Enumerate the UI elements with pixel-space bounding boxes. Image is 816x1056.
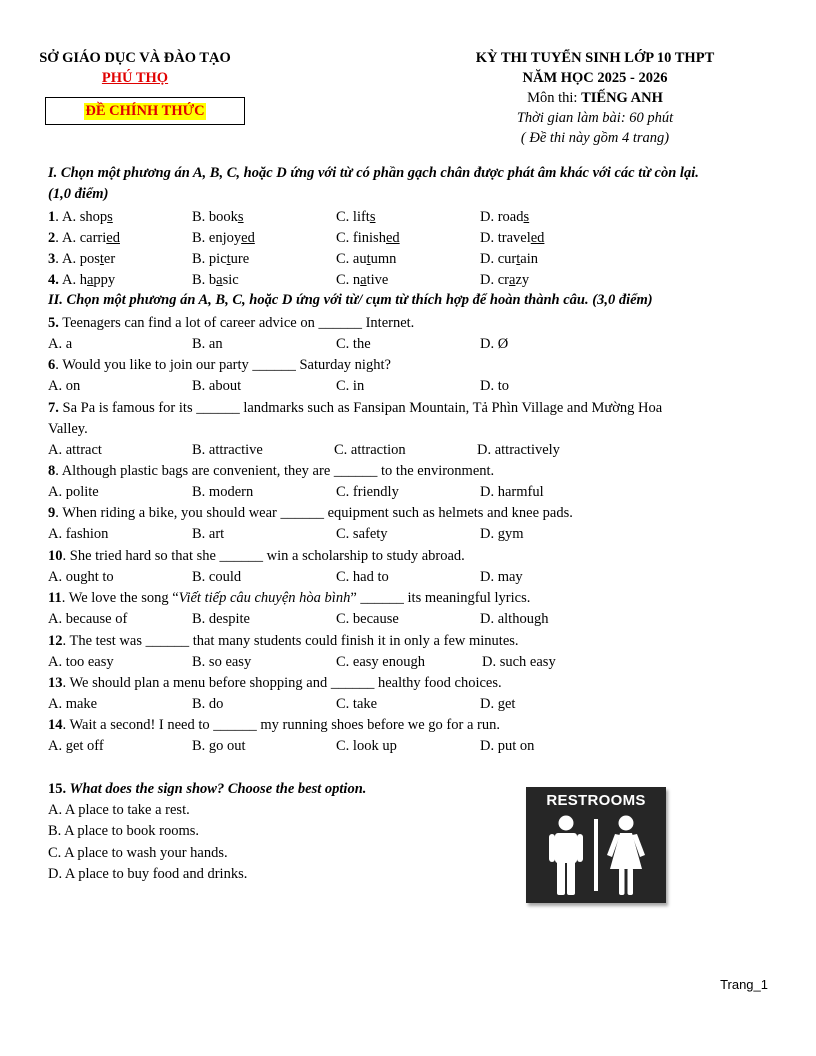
question-5-stem: 5. Teenagers can find a lot of career advice on ______ Internet.: [48, 315, 415, 331]
page-footer: Trang_1: [720, 977, 768, 992]
option-d: D. crazy: [480, 272, 530, 288]
option-c: C. friendly: [336, 484, 399, 500]
department-name: SỞ GIÁO DỤC VÀ ĐÀO TẠO: [39, 50, 231, 66]
restroom-icons: [526, 813, 666, 903]
province-name: PHÚ THỌ: [101, 70, 169, 86]
option-a: A. on: [48, 378, 81, 394]
option-d: D. roads: [480, 209, 530, 225]
question-7-stem-continued: Valley.: [48, 421, 88, 437]
option-a: A. because of: [48, 611, 128, 627]
section-1-title: I. Chọn một phương án A, B, C, hoặc D ứng với từ có phần gạch chân được phát âm khác với các từ còn lại.: [48, 165, 699, 181]
question-10-stem: 10. She tried hard so that she ______ win a scholarship to study abroad.: [48, 548, 465, 564]
option-b: B. attractive: [192, 442, 263, 458]
exam-title: KỲ THI TUYỂN SINH LỚP 10 THPT: [475, 50, 715, 66]
header-left: [30, 48, 240, 88]
song-title: Viết tiếp câu chuyện hòa bình: [178, 590, 351, 606]
option-d: D. Ø: [480, 336, 509, 352]
option-d: D. put on: [480, 738, 535, 754]
option-a: A. a: [48, 336, 73, 352]
option-c: C. had to: [336, 569, 389, 585]
section-2-title: II. Chọn một phương án A, B, C, hoặc D ứng với từ/ cụm từ thích hợp để hoàn thành câu. (3,0 điểm): [48, 292, 653, 308]
section-1-points: (1,0 điểm): [48, 186, 109, 202]
question-12-stem: 12. The test was ______ that many students could finish it in only a few minutes.: [48, 633, 519, 649]
option-d: D. attractively: [477, 442, 560, 458]
option-b: B. so easy: [192, 654, 252, 670]
option-d: D. to: [480, 378, 509, 394]
question-7-stem: 7. Sa Pa is famous for its ______ landmarks such as Fansipan Mountain, Tả Phìn Village and Mường Hoa: [48, 400, 663, 416]
official-exam-label: ĐỀ CHÍNH THỨC: [85, 102, 205, 119]
header-right: [440, 48, 750, 148]
option-b: B. despite: [192, 611, 250, 627]
option-c: C. look up: [336, 738, 397, 754]
question-15-option-c: C. A place to wash your hands.: [48, 845, 228, 861]
man-icon: [549, 816, 583, 896]
option-d: D. traveled: [480, 230, 545, 246]
option-c: C. easy enough: [336, 654, 425, 670]
option-c: C. native: [336, 272, 389, 288]
option-a: A. polite: [48, 484, 99, 500]
option-b: B. art: [192, 526, 225, 542]
option-a: A. fashion: [48, 526, 109, 542]
option-c: C. autumn: [336, 251, 397, 267]
question-8-stem: 8. Although plastic bags are convenient, they are ______ to the environment.: [48, 463, 495, 479]
option-c: C. attraction: [334, 442, 406, 458]
sign-text: RESTROOMS: [546, 792, 646, 809]
option-b: B. an: [192, 336, 223, 352]
option-c: C. finished: [336, 230, 400, 246]
option-b: B. could: [192, 569, 242, 585]
option-a: A. get off: [48, 738, 104, 754]
option-d: D. gym: [480, 526, 524, 542]
question-15-option-d: D. A place to buy food and drinks.: [48, 866, 248, 882]
option-a: A. too easy: [48, 654, 114, 670]
option-c: C. because: [336, 611, 399, 627]
time-limit: Thời gian làm bài: 60 phút: [516, 110, 674, 126]
option-d: D. may: [480, 569, 523, 585]
option-d: D. harmful: [480, 484, 544, 500]
divider: [594, 819, 598, 891]
question-15-option-b: B. A place to book rooms.: [48, 823, 200, 839]
option-b: B. enjoyed: [192, 230, 255, 246]
option-b: B. books: [192, 209, 244, 225]
option-b: B. basic: [192, 272, 239, 288]
option-d: D. get: [480, 696, 516, 712]
option-b: B. about: [192, 378, 242, 394]
option-a: A. happy: [62, 272, 116, 288]
question-15-stem: 15. What does the sign show? Choose the best option.: [48, 781, 367, 797]
option-a: A. make: [48, 696, 98, 712]
option-d: D. such easy: [482, 654, 556, 670]
option-c: C. take: [336, 696, 378, 712]
option-a: A. attract: [48, 442, 102, 458]
question-15-option-a: A. A place to take a rest.: [48, 802, 190, 818]
subject-line: Môn thi: TIẾNG ANH: [527, 90, 663, 106]
option-c: C. lifts: [336, 209, 376, 225]
question-11-stem: 11. We love the song “Viết tiếp câu chuyện hòa bình” ______ its meaningful lyrics.: [48, 590, 531, 606]
question-3: 3. A. poster B. picture C. autumn D. curtain: [48, 249, 59, 270]
option-b: B. do: [192, 696, 224, 712]
school-year: NĂM HỌC 2025 - 2026: [522, 70, 668, 86]
option-a: A. ought to: [48, 569, 114, 585]
question-6-stem: 6. Would you like to join our party ______ Saturday night?: [48, 357, 391, 373]
question-2: 2. A. carried B. enjoyed C. finished D. traveled: [48, 228, 59, 249]
option-b: B. modern: [192, 484, 254, 500]
option-a: A. poster: [62, 251, 116, 267]
option-c: C. safety: [336, 526, 388, 542]
option-c: C. the: [336, 336, 371, 352]
option-d: D. curtain: [480, 251, 538, 267]
question-4: 4. A. happy B. basic C. native D. crazy: [48, 270, 59, 291]
official-exam-box: [45, 97, 245, 125]
page-count: ( Đề thi này gồm 4 trang): [520, 130, 670, 146]
question-1: 1. A. shops B. books C. lifts D. roads: [48, 207, 59, 228]
restroom-sign: [526, 787, 666, 903]
option-d: D. although: [480, 611, 549, 627]
woman-icon: [607, 816, 645, 896]
question-13-stem: 13. We should plan a menu before shopping and ______ healthy food choices.: [48, 675, 502, 691]
option-b: B. picture: [192, 251, 250, 267]
subject-value: TIẾNG ANH: [581, 90, 663, 106]
option-b: B. go out: [192, 738, 246, 754]
option-a: A. carried: [62, 230, 120, 246]
option-c: C. in: [336, 378, 365, 394]
question-9-stem: 9. When riding a bike, you should wear ______ equipment such as helmets and knee pads.: [48, 505, 573, 521]
option-a: A. shops: [62, 209, 113, 225]
question-14-stem: 14. Wait a second! I need to ______ my running shoes before we go for a run.: [48, 717, 500, 733]
